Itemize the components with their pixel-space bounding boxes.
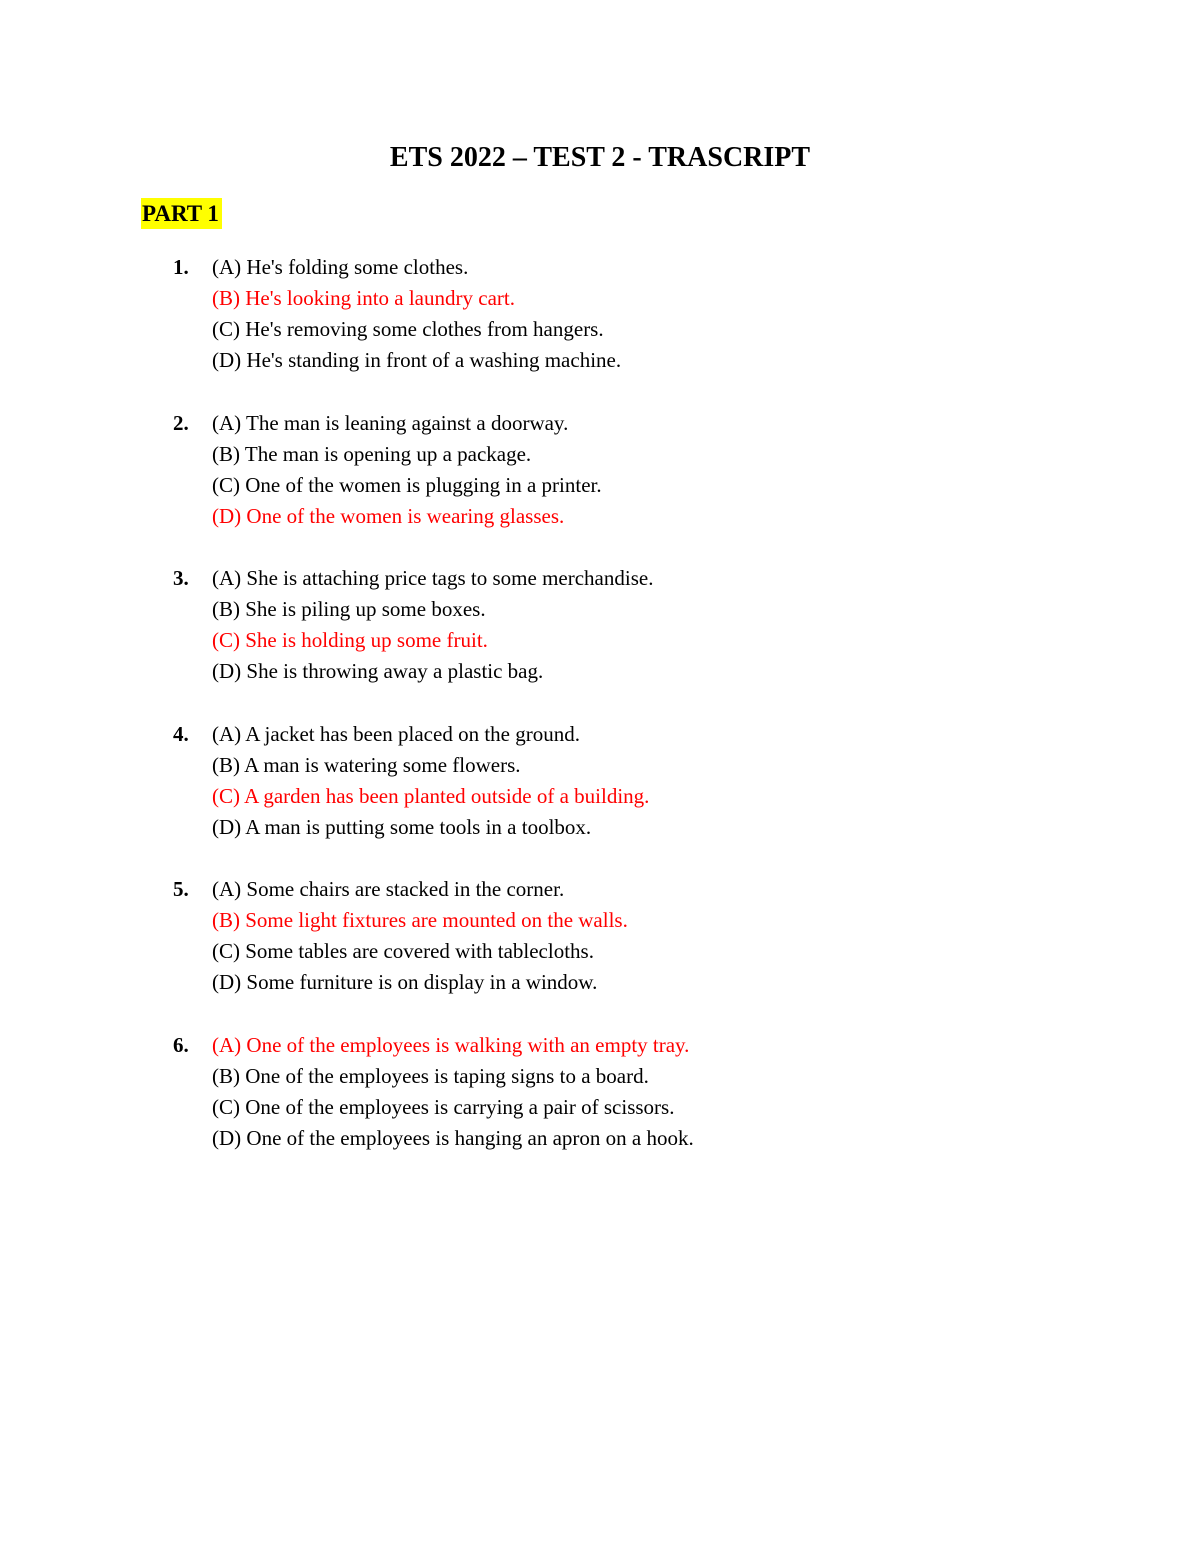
answer-option-b: (B) He's looking into a laundry cart. bbox=[212, 286, 515, 310]
question-number: 4. bbox=[173, 721, 189, 746]
answer-option-d: (D) Some furniture is on display in a window. bbox=[212, 970, 598, 994]
answer-option-a: (A) He's folding some clothes. bbox=[212, 255, 469, 279]
question-1 bbox=[0, 252, 1200, 408]
answer-option-a: (A) A jacket has been placed on the ground. bbox=[212, 721, 580, 746]
answer-option-c: (C) Some tables are covered with tablecloths. bbox=[212, 939, 594, 963]
answer-options bbox=[212, 252, 621, 376]
question-6 bbox=[0, 1030, 1200, 1186]
answer-options bbox=[212, 719, 649, 843]
document-title: ETS 2022 – TEST 2 - TRASCRIPT bbox=[389, 142, 811, 173]
question-5 bbox=[0, 874, 1200, 1030]
answer-option-d: (D) One of the employees is hanging an apron on a hook. bbox=[212, 1125, 694, 1150]
answer-option-a: (A) One of the employees is walking with an empty tray. bbox=[212, 1032, 690, 1057]
answer-options bbox=[212, 874, 628, 998]
answer-option-a: (A) Some chairs are stacked in the corner. bbox=[212, 877, 565, 901]
answer-option-a: (A) The man is leaning against a doorway. bbox=[212, 410, 569, 435]
answer-option-d: (D) A man is putting some tools in a toolbox. bbox=[212, 814, 592, 839]
question-3 bbox=[0, 563, 1200, 719]
answer-option-b: (B) One of the employees is taping signs to a board. bbox=[212, 1063, 649, 1088]
question-list bbox=[0, 252, 1200, 1185]
answer-option-b: (B) A man is watering some flowers. bbox=[212, 752, 521, 777]
answer-option-d: (D) He's standing in front of a washing machine. bbox=[212, 348, 622, 372]
answer-options bbox=[212, 408, 602, 532]
part-heading: PART 1 bbox=[141, 198, 222, 229]
answer-option-d: (D) She is throwing away a plastic bag. bbox=[212, 659, 544, 683]
answer-option-b: (B) Some light fixtures are mounted on the walls. bbox=[212, 908, 628, 932]
answer-options bbox=[212, 1030, 694, 1154]
answer-option-d: (D) One of the women is wearing glasses. bbox=[212, 503, 565, 528]
answer-option-c: (C) One of the women is plugging in a printer. bbox=[212, 472, 602, 497]
question-2 bbox=[0, 408, 1200, 564]
answer-option-c: (C) She is holding up some fruit. bbox=[212, 628, 488, 652]
answer-option-b: (B) She is piling up some boxes. bbox=[212, 597, 486, 621]
question-number: 1. bbox=[173, 255, 189, 279]
question-4 bbox=[0, 719, 1200, 875]
question-number: 6. bbox=[173, 1032, 189, 1057]
question-number: 2. bbox=[173, 410, 189, 435]
answer-options bbox=[212, 563, 653, 687]
answer-option-a: (A) She is attaching price tags to some merchandise. bbox=[212, 566, 654, 590]
answer-option-c: (C) One of the employees is carrying a pair of scissors. bbox=[212, 1094, 675, 1119]
question-number: 5. bbox=[173, 877, 189, 901]
answer-option-b: (B) The man is opening up a package. bbox=[212, 441, 532, 466]
answer-option-c: (C) A garden has been planted outside of a building. bbox=[212, 783, 650, 808]
question-number: 3. bbox=[173, 566, 189, 590]
answer-option-c: (C) He's removing some clothes from hangers. bbox=[212, 317, 604, 341]
